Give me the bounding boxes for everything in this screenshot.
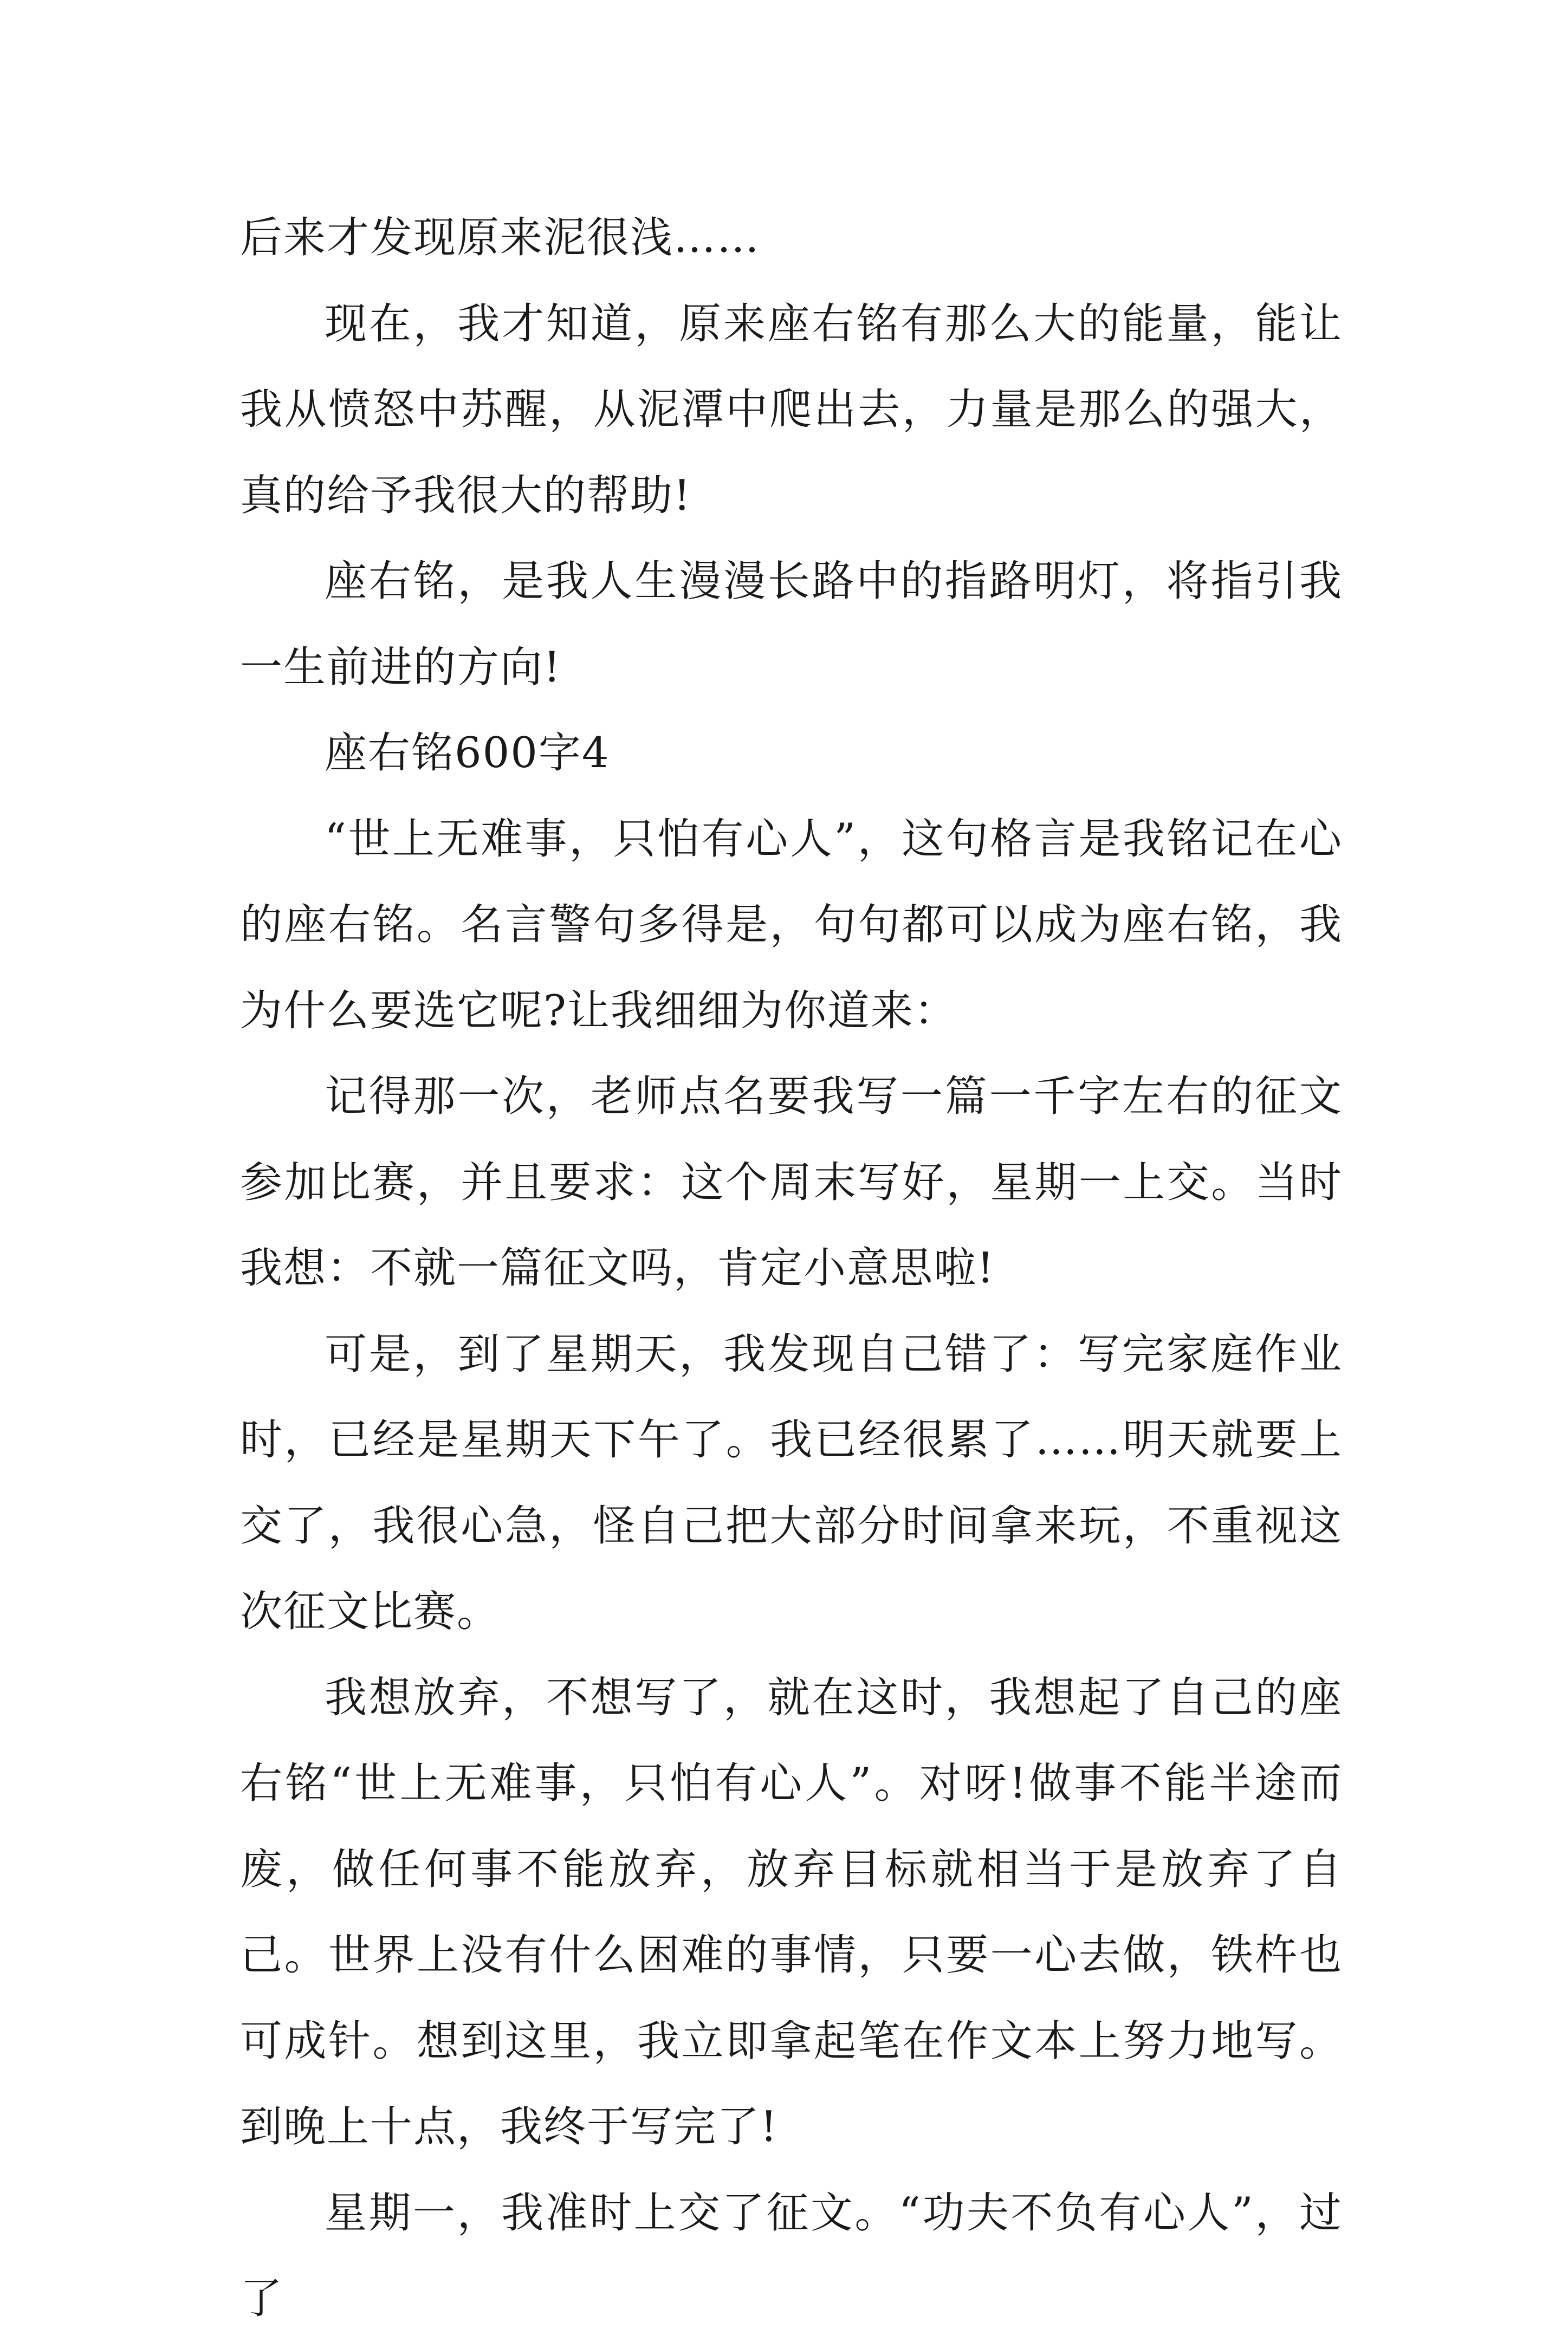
paragraph: 我想放弃，不想写了，就在这时，我想起了自己的座右铭“世上无难事，只怕有心人”。对呀!做事不能半途而废，做任何事不能放弃，放弃目标就相当于是放弃了自己。世界上没有什么困难的事情，只要一心去做，铁杵也可成针。想到这里，我立即拿起笔在作文本上努力地写。到晚上十点，我终于写完了! (240, 1673, 1343, 2151)
paragraph: “世上无难事，只怕有心人”，这句格言是我铭记在心的座右铭。名言警句多得是，句句都可以成为座右铭，我为什么要选它呢?让我细细为你道来： (240, 814, 1343, 1035)
paragraph: 可是，到了星期天，我发现自己错了：写完家庭作业时，已经是星期天下午了。我已经很累了……明天就要上交了，我很心急，怪自己把大部分时间拿来玩，不重视这次征文比赛。 (240, 1329, 1343, 1636)
paragraph: 记得那一次，老师点名要我写一篇一千字左右的征文参加比赛，并且要求：这个周末写好，星期一上交。当时我想：不就一篇征文吗，肯定小意思啦! (240, 1072, 1343, 1293)
paragraph: 后来才发现原来泥很浅…… (240, 213, 761, 262)
document-body (240, 195, 1343, 2342)
paragraph: 座右铭，是我人生漫漫长路中的指路明灯，将指引我一生前进的方向! (240, 557, 1343, 692)
section-heading: 座右铭600字4 (325, 729, 610, 777)
paragraph: 现在，我才知道，原来座右铭有那么大的能量，能让我从愤怒中苏醒，从泥潭中爬出去，力量是那么的强大，真的给予我很大的帮助! (240, 299, 1343, 520)
paragraph: 星期一，我准时上交了征文。“功夫不负有心人”，过了 (240, 2188, 1343, 2323)
